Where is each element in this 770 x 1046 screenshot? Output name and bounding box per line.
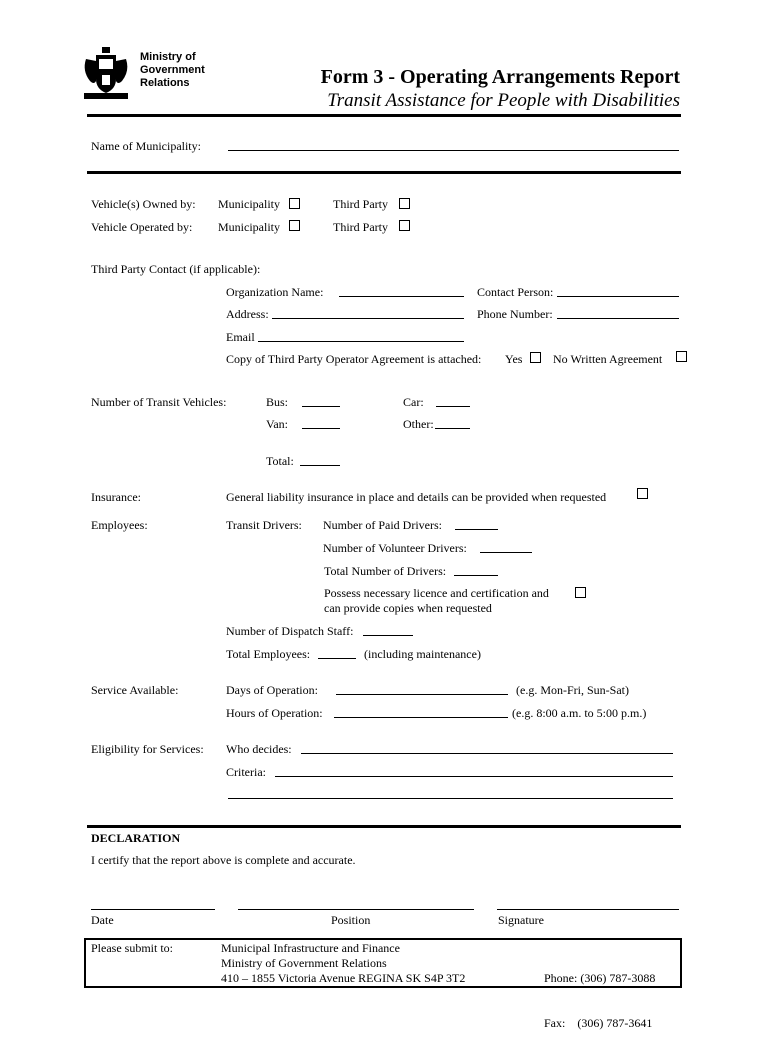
service-label: Service Available: xyxy=(91,683,179,697)
car-label: Car: xyxy=(403,395,424,409)
submit-contact xyxy=(544,941,655,1046)
agreement-yes-label: Yes xyxy=(505,352,523,366)
total-drivers-label: Total Number of Drivers: xyxy=(324,564,447,578)
contact-person-label: Contact Person: xyxy=(477,285,554,299)
owned-third-party-checkbox[interactable] xyxy=(399,198,410,209)
bus-label: Bus: xyxy=(266,395,289,409)
agreement-yes-checkbox[interactable] xyxy=(530,352,541,363)
ministry-line-3: Relations xyxy=(140,77,190,89)
coat-of-arms-icon xyxy=(80,45,132,103)
signature-label: Signature xyxy=(498,913,544,927)
address-label: Address: xyxy=(226,307,269,321)
who-decides-label: Who decides: xyxy=(226,742,292,756)
van-label: Van: xyxy=(266,417,288,431)
org-name-label: Organization Name: xyxy=(226,285,324,299)
section-rule-1 xyxy=(87,171,681,174)
no-written-agreement-checkbox[interactable] xyxy=(676,351,687,362)
municipality-field[interactable] xyxy=(228,150,679,151)
days-field[interactable] xyxy=(336,694,508,695)
agreement-label: Copy of Third Party Operator Agreement is attached: xyxy=(226,352,482,366)
total-drivers-field[interactable] xyxy=(454,575,498,576)
ministry-name xyxy=(140,51,205,90)
phone-label: Phone Number: xyxy=(477,307,553,321)
employees-label: Employees: xyxy=(91,518,148,532)
address-line-1: Municipal Infrastructure and Finance xyxy=(221,941,400,955)
criteria-label: Criteria: xyxy=(226,765,266,779)
transit-vehicles-label: Number of Transit Vehicles: xyxy=(91,395,227,409)
date-field[interactable] xyxy=(91,909,215,910)
hours-label: Hours of Operation: xyxy=(226,706,323,720)
submit-address xyxy=(221,941,465,986)
contact-person-field[interactable] xyxy=(557,296,679,297)
bus-field[interactable] xyxy=(302,406,340,407)
operated-third-party-label: Third Party xyxy=(333,220,388,234)
municipality-label: Name of Municipality: xyxy=(91,139,201,153)
vehicles-owned-label: Vehicle(s) Owned by: xyxy=(91,197,196,211)
signature-field[interactable] xyxy=(497,909,679,910)
section-rule-2 xyxy=(87,825,681,828)
phone-number: Phone: (306) 787-3088 xyxy=(544,971,656,985)
hours-field[interactable] xyxy=(334,717,508,718)
address-line-3: 410 – 1855 Victoria Avenue REGINA SK S4P 3T2 xyxy=(221,971,466,985)
date-label: Date xyxy=(91,913,114,927)
header-rule xyxy=(87,114,681,117)
form-title: Form 3 - Operating Arrangements Report xyxy=(320,66,680,88)
owned-municipality-label: Municipality xyxy=(218,197,280,211)
total-employees-label: Total Employees: xyxy=(226,647,311,661)
phone-field[interactable] xyxy=(557,318,679,319)
address-field[interactable] xyxy=(272,318,464,319)
no-written-agreement-label: No Written Agreement xyxy=(553,352,663,366)
position-label: Position xyxy=(331,913,371,927)
volunteer-drivers-label: Number of Volunteer Drivers: xyxy=(323,541,467,555)
insurance-checkbox[interactable] xyxy=(637,488,648,499)
criteria-field-line-2[interactable] xyxy=(228,798,673,799)
fax-number: Fax: (306) 787-3641 xyxy=(544,1016,653,1030)
operated-third-party-checkbox[interactable] xyxy=(399,220,410,231)
licence-checkbox[interactable] xyxy=(575,587,586,598)
declaration-heading: DECLARATION xyxy=(91,831,181,845)
dispatch-staff-label: Number of Dispatch Staff: xyxy=(226,624,354,638)
third-party-heading: Third Party Contact (if applicable): xyxy=(91,262,261,276)
owned-third-party-label: Third Party xyxy=(333,197,388,211)
vehicles-operated-label: Vehicle Operated by: xyxy=(91,220,193,234)
licence-line-1: Possess necessary licence and certification and xyxy=(324,586,549,600)
ministry-line-2: Government xyxy=(140,64,205,76)
days-label: Days of Operation: xyxy=(226,683,318,697)
licence-line-2: can provide copies when requested xyxy=(324,601,492,615)
total-employees-field[interactable] xyxy=(318,658,356,659)
position-field[interactable] xyxy=(238,909,474,910)
owned-municipality-checkbox[interactable] xyxy=(289,198,300,209)
dispatch-staff-field[interactable] xyxy=(363,635,413,636)
operated-municipality-checkbox[interactable] xyxy=(289,220,300,231)
including-maintenance-text: (including maintenance) xyxy=(364,647,481,661)
hours-example: (e.g. 8:00 a.m. to 5:00 p.m.) xyxy=(512,706,647,720)
car-field[interactable] xyxy=(436,406,470,407)
other-label: Other: xyxy=(403,417,434,431)
who-decides-field[interactable] xyxy=(301,753,673,754)
transit-drivers-label: Transit Drivers: xyxy=(226,518,302,532)
paid-drivers-label: Number of Paid Drivers: xyxy=(323,518,442,532)
total-vehicles-label: Total: xyxy=(266,454,294,468)
days-example: (e.g. Mon-Fri, Sun-Sat) xyxy=(516,683,629,697)
licence-text xyxy=(324,586,549,616)
eligibility-label: Eligibility for Services: xyxy=(91,742,204,756)
submit-label: Please submit to: xyxy=(91,941,173,955)
van-field[interactable] xyxy=(302,428,340,429)
volunteer-drivers-field[interactable] xyxy=(480,552,532,553)
ministry-line-1: Ministry of xyxy=(140,51,196,63)
other-field[interactable] xyxy=(435,428,470,429)
insurance-text: General liability insurance in place and details can be provided when requested xyxy=(226,490,607,504)
address-line-2: Ministry of Government Relations xyxy=(221,956,387,970)
declaration-text: I certify that the report above is complete and accurate. xyxy=(91,853,356,867)
email-label: Email xyxy=(226,330,255,344)
total-vehicles-field[interactable] xyxy=(300,465,340,466)
form-subtitle: Transit Assistance for People with Disabilities xyxy=(327,90,680,111)
paid-drivers-field[interactable] xyxy=(455,529,498,530)
operated-municipality-label: Municipality xyxy=(218,220,280,234)
insurance-label: Insurance: xyxy=(91,490,141,504)
email-field[interactable] xyxy=(258,341,464,342)
criteria-field[interactable] xyxy=(275,776,673,777)
org-name-field[interactable] xyxy=(339,296,464,297)
